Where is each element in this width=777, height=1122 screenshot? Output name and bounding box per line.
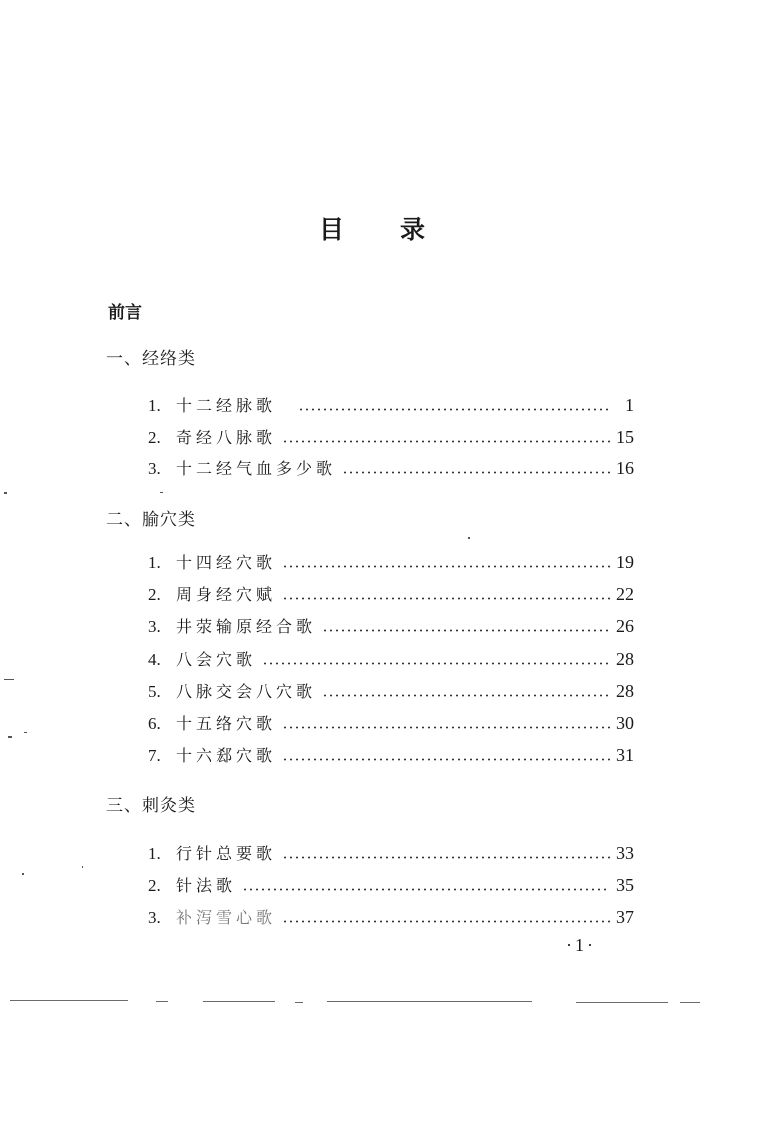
dot-leader: [282, 856, 610, 859]
entry-title: 十六郄穴歌: [176, 746, 277, 765]
entry-title: 十二经脉歌: [176, 396, 277, 415]
entry-number: 3.: [148, 617, 161, 636]
entry-number: 2.: [148, 876, 161, 895]
dot-leader: [298, 408, 610, 411]
section-heading-acupuncture-moxibustion: 三、刺灸类: [106, 796, 196, 816]
entry-number: 1.: [148, 396, 161, 415]
page-title: [0, 210, 744, 246]
entry-page-number: 1: [625, 395, 634, 415]
toc-entry[interactable]: [148, 679, 634, 703]
entry-number: 2.: [148, 585, 161, 604]
toc-entry[interactable]: [148, 905, 634, 929]
scan-speck: [4, 679, 14, 680]
scan-speck: [22, 873, 24, 875]
section-heading-meridians: 一、经络类: [106, 349, 196, 369]
title-char-2: 录: [400, 215, 426, 244]
entry-page-number: 26: [616, 616, 634, 636]
dot-leader: [282, 565, 610, 568]
page-folio: ·1·: [566, 935, 596, 955]
dot-leader: [282, 920, 610, 923]
toc-entry[interactable]: [148, 456, 634, 480]
dot-leader: [282, 758, 610, 761]
scan-speck: [24, 732, 27, 733]
entry-page-number: 35: [616, 875, 634, 895]
entry-page-number: 31: [616, 745, 634, 765]
entry-number: 3.: [148, 459, 161, 478]
entry-page-number: 30: [616, 713, 634, 733]
toc-preface[interactable]: 前言: [108, 303, 142, 323]
scan-artifact-line: [680, 1002, 700, 1003]
entry-title: 行针总要歌: [176, 844, 277, 863]
scan-artifact-line: [203, 1001, 275, 1002]
toc-entry[interactable]: [148, 425, 634, 449]
entry-number: 2.: [148, 428, 161, 447]
scan-speck: [8, 736, 12, 738]
scan-artifact-line: [156, 1001, 168, 1002]
scan-artifact-line: [327, 1001, 532, 1002]
entry-page-number: 33: [616, 843, 634, 863]
scan-speck: [468, 537, 470, 539]
toc-entry[interactable]: [148, 711, 634, 735]
entry-page-number: 15: [616, 427, 634, 447]
toc-entry[interactable]: [148, 550, 634, 574]
entry-page-number: 16: [616, 458, 634, 478]
section-heading-acupoints: 二、腧穴类: [106, 510, 196, 530]
scan-artifact-line: [295, 1002, 303, 1003]
entry-title: 针法歌: [176, 876, 237, 895]
scan-speck: [82, 866, 83, 868]
scan-speck: [4, 492, 7, 494]
entry-number: 6.: [148, 714, 161, 733]
dot-leader: [282, 597, 610, 600]
entry-number: 7.: [148, 746, 161, 765]
entry-page-number: 37: [616, 907, 634, 927]
entry-page-number: 22: [616, 584, 634, 604]
entry-title: 八脉交会八穴歌: [176, 682, 317, 701]
entry-title: 十四经穴歌: [176, 553, 277, 572]
scan-speck: [160, 492, 163, 493]
entry-number: 1.: [148, 553, 161, 572]
entry-number: 1.: [148, 844, 161, 863]
entry-title: 十五络穴歌: [176, 714, 277, 733]
dot-leader: [262, 662, 610, 665]
toc-entry[interactable]: [148, 647, 634, 671]
scan-artifact-line: [10, 1000, 128, 1001]
dot-leader: [322, 694, 610, 697]
dot-leader: [342, 471, 610, 474]
title-char-1: 目: [318, 215, 344, 244]
toc-entry[interactable]: [148, 582, 634, 606]
scan-artifact-line: [576, 1002, 668, 1003]
toc-entry[interactable]: [148, 393, 634, 417]
dot-leader: [242, 888, 610, 891]
entry-page-number: 28: [616, 649, 634, 669]
dot-leader: [322, 629, 610, 632]
entry-number: 5.: [148, 682, 161, 701]
toc-entry[interactable]: [148, 873, 634, 897]
entry-page-number: 28: [616, 681, 634, 701]
entry-page-number: 19: [616, 552, 634, 572]
entry-number: 3.: [148, 908, 161, 927]
entry-title: 十二经气血多少歌: [176, 459, 337, 478]
toc-entry[interactable]: [148, 614, 634, 638]
entry-number: 4.: [148, 650, 161, 669]
toc-entry[interactable]: [148, 841, 634, 865]
entry-title: 井荥输原经合歌: [176, 617, 317, 636]
entry-title: 补泻雪心歌: [176, 908, 277, 927]
dot-leader: [282, 726, 610, 729]
toc-entry[interactable]: [148, 743, 634, 767]
entry-title: 八会穴歌: [176, 650, 257, 669]
entry-title: 周身经穴赋: [176, 585, 277, 604]
dot-leader: [282, 440, 610, 443]
entry-title: 奇经八脉歌: [176, 428, 277, 447]
